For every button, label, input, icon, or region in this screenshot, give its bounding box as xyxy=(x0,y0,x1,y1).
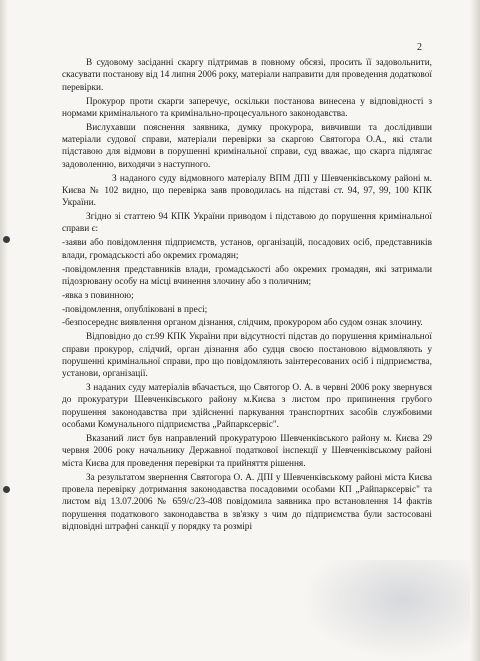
paragraph: З наданих суду матеріалів вбачається, що Святогор О. А. в червні 2006 року звернувся до прокуратури Шевченківського району м.Києва з листом про припинення грубого порушення законодавства при здійсненні паркування транспортних засобів службовими особами Комунального підприємства „Райпарксервіс". xyxy=(62,383,432,431)
scan-shadow-right xyxy=(470,0,480,661)
paragraph: Згідно зі статтею 94 КПК України приводом і підставою до порушення кримінальної справи є: xyxy=(62,212,432,235)
document-body xyxy=(62,57,432,535)
paragraph: В судовому засіданні скаргу підтримав в повному обсязі, просить її задовольнити, скасувати постанову від 14 липня 2006 року, матеріали направити для проведення додаткової перевірки. xyxy=(62,58,432,93)
paragraph: За результатом звернення Святогора О. А. ДПІ у Шевченківському районі міста Києва провела перевірку дотримання законодавства посадовими особами КП „Райпарксервіс" та листом від 13.07.2006 № 659/с/23-408 повідомила заявника про встановлення 14 фактів порушення податкового законодавства в зв'язку з чим до підприємства були застосовані відповідні штрафні санкції у порядку та розмірі xyxy=(62,472,432,532)
page-number: 2 xyxy=(417,42,422,53)
paragraph: Відповідно до ст.99 КПК України при відсутності підстав до порушення кримінальної справи прокурор, слідчий, орган дізнання або судця своєю постановою відмовляють у порушенні кримінальної справи, про що повідомляють заінтересованих осіб і підприємства, установи, організації. xyxy=(62,332,432,380)
paragraph: Вислухавши пояснення заявника, думку прокурора, вивчивши та дослідивши матеріали судової справи, матеріали перевірки за скаргою Святогора О.А., які стали підставою для відмови в порушенні кримінальної справи, суд вважає, що скарга підлягає задоволенню, виходячи з наступного. xyxy=(62,122,432,170)
list-item: -явка з повинною; xyxy=(62,290,134,301)
paragraph: З наданого суду відмовного матеріалу ВПМ ДПІ у Шевченківському районі м. Києва № 102 видно, що перевірка заяв проводилась на підставі ст. 94, 97, 99, 100 КПК України. xyxy=(62,173,432,209)
scan-shadow-left xyxy=(0,0,8,661)
list-item: -повідомлення, опубліковані в пресі; xyxy=(62,304,208,315)
stamp-smudge xyxy=(300,560,470,660)
paragraph: Прокурор проти скарги заперечує, оскільки постанова винесена у відповідності з нормами кримінального та кримінально-процесуального законодавства. xyxy=(62,96,432,119)
binding-hole xyxy=(3,236,10,243)
paragraph: Вказаний лист був направлений прокуратурою Шевченківського району м. Києва 29 червня 2006 року начальнику Державної податкової інспекції у Шевченківському районі міста Києва для проведення перевірки та прийняття рішення. xyxy=(62,433,432,469)
list-item: -заяви або повідомлення підприємств, установ, організацій, посадових осіб, представників влади, громадськості або окремих громадян; xyxy=(62,238,432,261)
binding-hole xyxy=(3,486,10,493)
list-item: -повідомлення представників влади, громадськості або окремих громадян, які затримали підозрювану особу на місці вчинення злочину або з поличним; xyxy=(62,264,432,287)
list-item: -безпосереднє виявлення органом дізнання, слідчим, прокурором або судом ознак злочину. xyxy=(62,318,423,329)
